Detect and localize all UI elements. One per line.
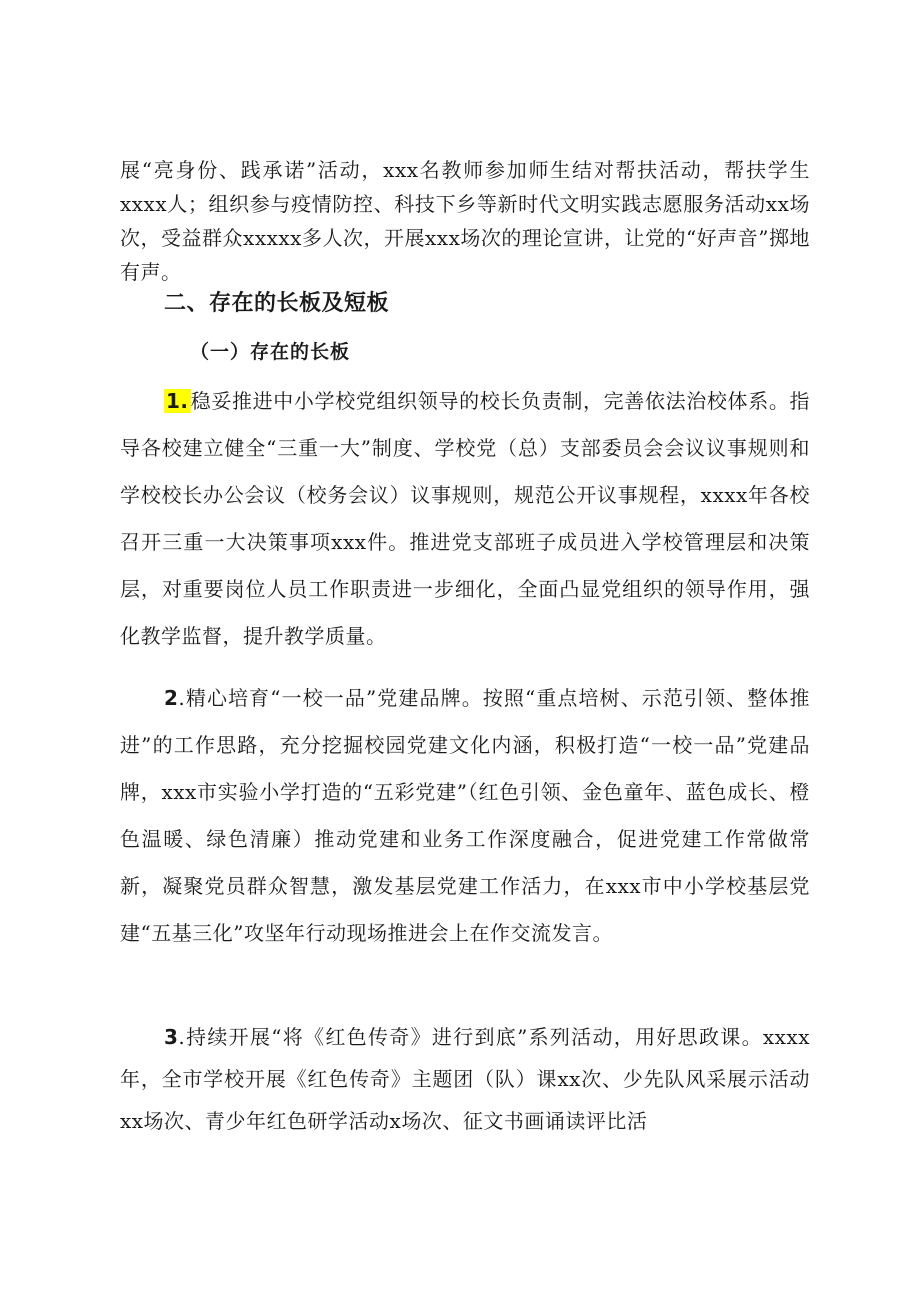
item-number: 3 — [164, 1025, 179, 1049]
item-number-highlighted: 1. — [166, 389, 189, 413]
subsection-heading: （一）存在的长板 — [190, 341, 351, 363]
item-2-text: .精心培育“一校一品”党建品牌。按照“重点培树、示范引领、整体推进”的工作思路，充分挖掘校园党建文化内涵，积极打造“一校一品”党建品牌，xxx市实验小学打造的“五彩党建”（红色引领、金色童年、蓝色成长、橙色温暖、绿色清廉）推动党建和业务工作深度融合，促进党建工作常做常新，凝聚党员群众智慧，激发基层党建工作活力，在xxx市中小学校基层党建“五基三化”攻坚年行动现场推进会上在作交流发言。 — [120, 686, 810, 945]
item-1-text: 稳妥推进中小学校党组织领导的校长负责制，完善依法治校体系。指导各校建立健全“三重一大”制度、学校党（总）支部委员会会议议事规则和学校校长办公会议（校务会议）议事规则，规范公开议事规程，xxxx年各校召开三重一大决策事项xxx件。推进党支部班子成员进入学校管理层和决策层，对重要岗位人员工作职责进一步细化，全面凸显党组织的领导作用，强化教学监督，提升教学质量。 — [120, 389, 810, 648]
paragraph-item-1 — [120, 378, 810, 660]
item-number: 2 — [164, 686, 179, 710]
section-heading: 二、存在的长板及短板 — [164, 291, 390, 316]
paragraph-item-3 — [120, 1016, 810, 1142]
paragraph-item-2 — [120, 675, 810, 957]
paragraph-volunteer-activities: 展“亮身份、践承诺”活动，xxx名教师参加师生结对帮扶活动，帮扶学生xxxx人；组织参与疫情防控、科技下乡等新时代文明实践志愿服务活动xx场次，受益群众xxxxx多人次，开展xxx场次的理论宣讲，让党的“好声音”掷地有声。 — [120, 158, 810, 284]
item-3-text: .持续开展“将《红色传奇》进行到底”系列活动，用好思政课。xxxx年，全市学校开展《红色传奇》主题团（队）课xx次、少先队风采展示活动xx场次、青少年红色研学活动x场次、征文书画诵读评比活 — [120, 1025, 810, 1133]
